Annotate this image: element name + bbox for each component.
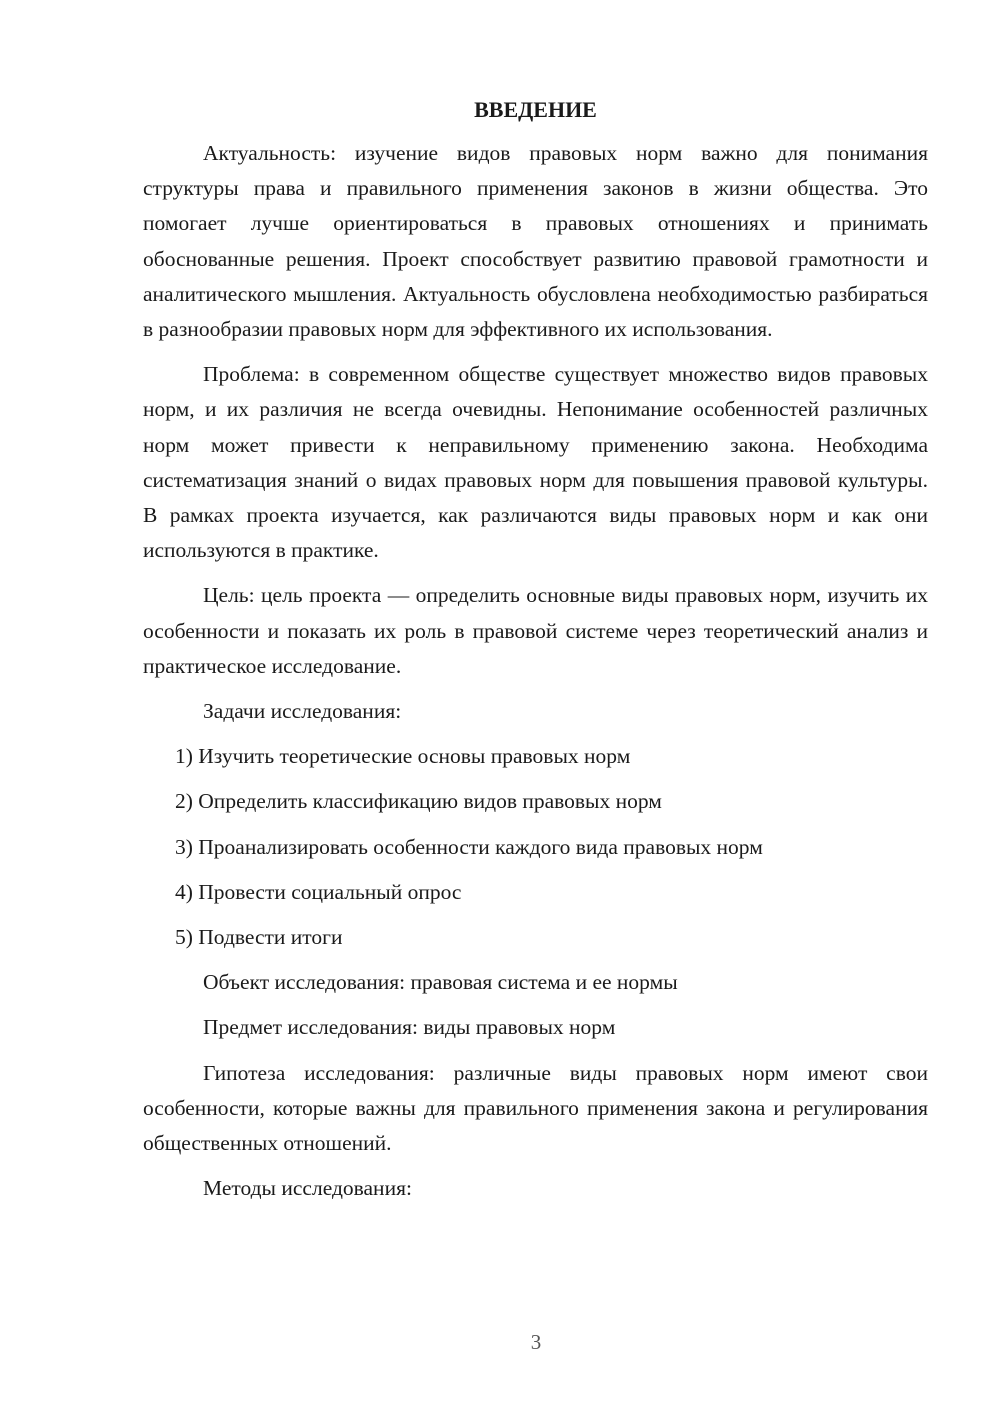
page-number: 3: [530, 1330, 542, 1354]
page-title: ВВЕДЕНИЕ: [474, 97, 597, 122]
list-item: 5) Подвести итоги: [175, 924, 343, 949]
relevance-paragraph: Актуальность: изучение видов правовых норм важно для понимания структуры права и правильного применения законов в жизни общества. Это помогает лучше ориентироваться в правовых отношениях и принимать обоснованные решения. Проект способствует развитию правовой грамотности и аналитического мышления. Актуальность обусловлена необходимостью разбираться в разнообразии правовых норм для эффективного их использования.: [143, 141, 928, 342]
list-item: 3) Проанализировать особенности каждого вида правовых норм: [175, 834, 763, 859]
goal-paragraph: Цель: цель проекта — определить основные виды правовых норм, изучить их особенности и показать их роль в правовой системе через теоретический анализ и практическое исследование.: [143, 583, 928, 678]
tasks-list: [143, 739, 928, 965]
list-item: 4) Провести социальный опрос: [175, 879, 462, 904]
tasks-heading: Задачи исследования:: [203, 699, 402, 724]
object-line: Объект исследования: правовая система и ее нормы: [203, 970, 678, 995]
subject-line: Предмет исследования: виды правовых норм: [203, 1015, 616, 1040]
methods-heading: Методы исследования:: [203, 1176, 412, 1201]
problem-paragraph: Проблема: в современном обществе существует множество видов правовых норм, и их различия не всегда очевидны. Непонимание особенностей различных норм может привести к неправильному применению закона. Необходима систематизация знаний о видах правовых норм для повышения правовой культуры. В рамках проекта изучается, как различаются виды правовых норм и как они используются в практике.: [143, 362, 928, 563]
list-item: 2) Определить классификацию видов правовых норм: [175, 789, 662, 814]
page-content: [143, 92, 928, 1216]
hypothesis-paragraph: Гипотеза исследования: различные виды правовых норм имеют свои особенности, которые важны для правильного применения закона и регулирования общественных отношений.: [143, 1060, 928, 1155]
list-item: 1) Изучить теоретические основы правовых норм: [175, 744, 631, 769]
